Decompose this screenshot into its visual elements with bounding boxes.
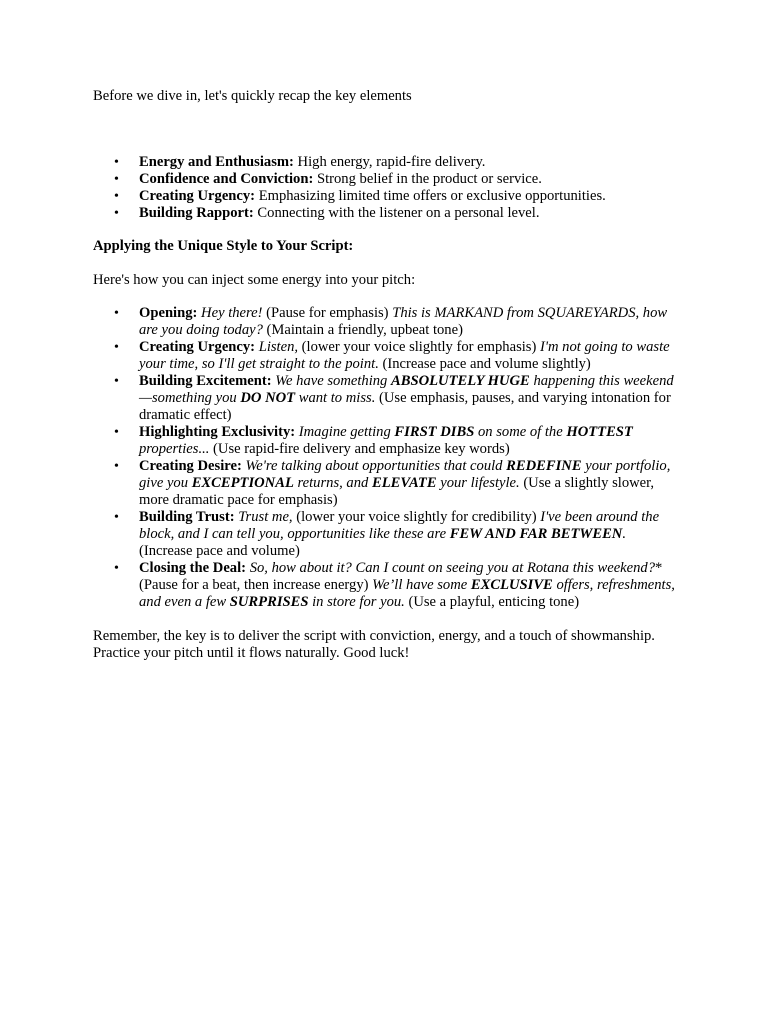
- script-step-run: SURPRISES: [229, 594, 309, 610]
- section-intro-paragraph: Here's how you can inject some energy into your pitch:: [93, 272, 416, 288]
- script-step-run: (Use a slightly slower, more dramatic pace for emphasis): [139, 475, 655, 508]
- script-step-run: (lower your voice slightly for emphasis): [298, 339, 540, 355]
- script-step-run: We’ll have some: [372, 577, 471, 593]
- script-step-run: in store for you.: [308, 594, 405, 610]
- script-step-run: your lifestyle.: [436, 475, 520, 491]
- key-element-text: Emphasizing limited time offers or exclusive opportunities.: [255, 188, 606, 204]
- script-step-run: * (Pause for a beat, then increase energy): [139, 560, 663, 593]
- key-element-item: [139, 205, 683, 222]
- key-element-label: Energy and Enthusiasm:: [139, 154, 294, 170]
- key-element-text: High energy, rapid-fire delivery.: [293, 154, 486, 170]
- script-step-run: FIRST DIBS: [394, 424, 475, 440]
- script-step-run: We have something: [275, 373, 391, 389]
- script-step-run: Listen,: [258, 339, 299, 355]
- script-step-run: your portfolio, give you: [139, 458, 671, 491]
- section-heading: Applying the Unique Style to Your Script:: [93, 238, 354, 254]
- script-step-run: .: [622, 526, 626, 542]
- script-step-run: Imagine getting: [298, 424, 395, 440]
- script-step-item: [139, 458, 683, 509]
- script-step-label: Creating Urgency:: [139, 339, 256, 355]
- script-step-item: [139, 305, 683, 339]
- key-element-item: [139, 171, 683, 188]
- key-element-item: [139, 188, 683, 205]
- script-step-run: (Use a playful, enticing tone): [404, 594, 580, 610]
- key-element-label: Building Rapport:: [139, 205, 254, 221]
- script-step-run: We're talking about opportunities that could: [245, 458, 507, 474]
- script-step-run: DO NOT: [240, 390, 296, 406]
- script-step-run: This is MARKAND from SQUAREYARDS, how are you doing today?: [139, 305, 668, 338]
- script-step-item: [139, 560, 683, 611]
- script-step-run: HOTTEST: [566, 424, 633, 440]
- script-step-run: offers, refreshments, and even a few: [139, 577, 675, 610]
- script-step-label: Creating Desire:: [139, 458, 242, 474]
- script-step-run: (Increase pace and volume slightly): [378, 356, 591, 372]
- script-step-run: I've been around the block, and I can tell you, opportunities like these are: [139, 509, 660, 542]
- script-step-label: Building Trust:: [139, 509, 235, 525]
- script-step-item: [139, 509, 683, 560]
- script-step-label: Closing the Deal:: [139, 560, 247, 576]
- closing-paragraph: Remember, the key is to deliver the script with conviction, energy, and a touch of showmanship. Practice your pitch until it flows naturally. Good luck!: [93, 628, 655, 661]
- script-step-run: REDEFINE: [506, 458, 582, 474]
- script-step-run: (Use emphasis, pauses, and varying intonation for dramatic effect): [139, 390, 671, 423]
- script-step-run: (Maintain a friendly, upbeat tone): [262, 322, 463, 338]
- script-step-run: happening this weekend—something you: [139, 373, 674, 406]
- script-step-run: So, how about it? Can I count on seeing you at Rotana this weekend?: [249, 560, 656, 576]
- key-element-label: Confidence and Conviction:: [139, 171, 314, 187]
- script-step-run: on some of the: [474, 424, 567, 440]
- script-step-item: [139, 373, 683, 424]
- script-step-run: (Increase pace and volume): [139, 543, 300, 559]
- script-step-run: want to miss.: [295, 390, 376, 406]
- script-step-run: EXCLUSIVE: [470, 577, 553, 593]
- script-step-label: Building Excitement:: [139, 373, 272, 389]
- script-step-run: (lower your voice slightly for credibility): [292, 509, 541, 525]
- key-element-text: Strong belief in the product or service.: [313, 171, 542, 187]
- script-step-run: FEW AND FAR BETWEEN: [449, 526, 623, 542]
- script-steps-list: [93, 305, 683, 611]
- script-step-run: properties...: [139, 441, 210, 457]
- script-step-run: ELEVATE: [371, 475, 437, 491]
- script-step-run: Trust me,: [238, 509, 293, 525]
- script-step-label: Highlighting Exclusivity:: [139, 424, 296, 440]
- key-element-text: Connecting with the listener on a personal level.: [253, 205, 540, 221]
- key-element-item: [139, 154, 683, 171]
- document-page: [93, 88, 683, 662]
- script-step-item: [139, 339, 683, 373]
- script-step-run: returns, and: [293, 475, 372, 491]
- script-step-item: [139, 424, 683, 458]
- script-step-run: (Pause for emphasis): [262, 305, 393, 321]
- script-step-run: (Use rapid-fire delivery and emphasize key words): [209, 441, 510, 457]
- script-step-run: EXCEPTIONAL: [191, 475, 294, 491]
- script-step-label: Opening:: [139, 305, 198, 321]
- script-step-run: I'm not going to waste your time, so I'll get straight to the point.: [139, 339, 670, 372]
- key-elements-list: [93, 154, 683, 222]
- intro-paragraph: Before we dive in, let's quickly recap the key elements: [93, 88, 412, 104]
- script-step-run: ABSOLUTELY HUGE: [391, 373, 530, 389]
- script-step-run: Hey there!: [201, 305, 263, 321]
- key-element-label: Creating Urgency:: [139, 188, 256, 204]
